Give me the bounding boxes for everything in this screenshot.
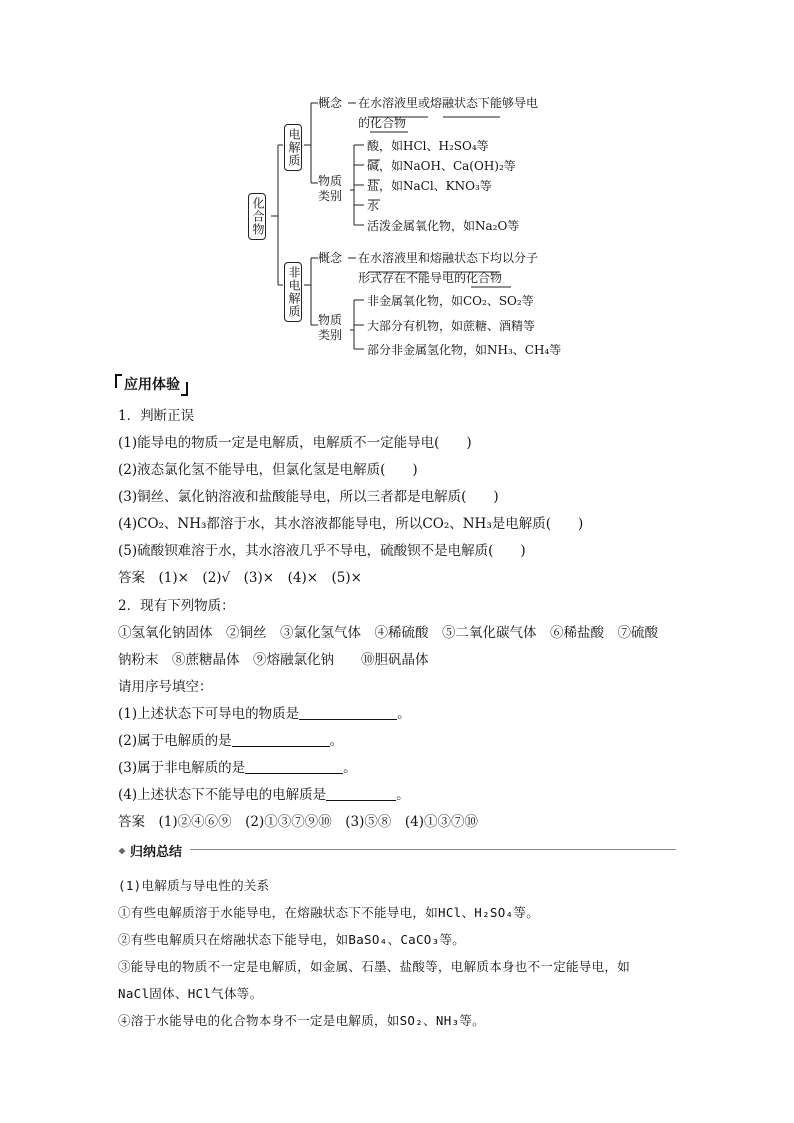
q1-title: 1．判断正误 <box>118 408 195 424</box>
q1-item-3: (3)铜丝、氯化钠溶液和盐酸能导电，所以三者都是电解质( ) <box>118 489 499 505</box>
q1-item-4: (4)CO₂、NH₃都溶于水，其水溶液都能导电，所以CO₂、NH₃是电解质( ) <box>118 516 584 532</box>
q2-answer: 答案 (1)②④⑥⑨ (2)①③⑦⑨⑩ (3)⑤⑧ (4)①③⑦⑩ <box>118 814 478 830</box>
answer-blank[interactable] <box>326 786 396 801</box>
period: 。 <box>343 760 357 776</box>
q1-answer: 答案 (1)× (2)√ (3)× (4)× (5)× <box>118 570 362 586</box>
q2-fill-4-label: (4)上述状态下不能导电的电解质是 <box>118 787 327 803</box>
summary-line-4: ③能导电的物质不一定是电解质，如金属、石墨、盐酸等，电解质本身也不一定能导电，如 <box>118 959 631 974</box>
summary-line-6: ④溶于水能导电的化合物本身不一定是电解质，如SO₂、NH₃等。 <box>118 1013 485 1028</box>
n-category-label1: 物质 <box>318 313 343 327</box>
q1-item-5: (5)硫酸钡难溶于水，其水溶液几乎不导电，硫酸钡不是电解质( ) <box>118 543 526 559</box>
n-concept-label: 概念 <box>318 251 343 265</box>
n-item-organic: 大部分有机物，如蔗糖、酒精等 <box>367 319 536 333</box>
q2-list-line1: ①氢氧化钠固体 ②铜丝 ③氯化氢气体 ④稀硫酸 ⑤二氧化碳气体 ⑥稀盐酸 ⑦硫酸 <box>118 625 658 641</box>
e-item-water: 水 <box>367 199 380 213</box>
period: 。 <box>329 733 344 749</box>
summary-bullet-icon <box>119 848 126 855</box>
summary-title: 归纳总结 <box>130 845 183 860</box>
summary-line-3: ②有些电解质只在熔融状态下能导电，如BaSO₄、CaCO₃等。 <box>118 932 466 947</box>
q2-fill-1-label: (1)上述状态下可导电的物质是 <box>118 706 300 722</box>
q2-title: 2．现有下列物质： <box>118 598 235 614</box>
e-concept-line2: 的化合物 <box>358 116 407 130</box>
summary-line-1: (1)电解质与导电性的关系 <box>118 878 270 893</box>
n-category-label2: 类别 <box>318 328 343 342</box>
e-item-acid: 酸，如HCl、H₂SO₄等 <box>367 139 489 153</box>
answer-blank[interactable] <box>232 732 330 747</box>
nonelectrolyte-box <box>284 262 302 322</box>
compound-root-box <box>248 193 266 240</box>
n-item-hydride: 部分非金属氢化物，如NH₃、CH₄等 <box>367 343 562 357</box>
answer-blank[interactable] <box>299 705 397 720</box>
electrolyte-label: 电解质 <box>287 128 301 167</box>
q2-fill-2 <box>118 729 343 749</box>
q2-instruction: 请用序号填空： <box>118 679 213 695</box>
compound-root-label: 化合物 <box>251 197 265 236</box>
e-concept-line1: 在水溶液里或熔融状态下能够导电 <box>358 96 539 110</box>
n-concept-line2: 形式存在不能导电的化合物 <box>358 271 503 285</box>
nonelectrolyte-label: 非电解质 <box>287 266 301 318</box>
e-item-salt: 盐，如NaCl、KNO₃等 <box>367 179 492 193</box>
q2-fill-3-label: (3)属于非电解质的是 <box>118 760 246 776</box>
title-bracket-right <box>181 382 188 396</box>
q2-fill-4 <box>118 783 410 803</box>
e-category-label2: 类别 <box>318 189 343 203</box>
e-category-label1: 物质 <box>318 174 343 188</box>
q2-list-line2: 钠粉末 ⑧蔗糖晶体 ⑨熔融氯化钠 ⑩胆矾晶体 <box>118 652 429 668</box>
q2-fill-3 <box>118 756 357 776</box>
section-title: 应用体验 <box>124 377 180 393</box>
n-concept-line1: 在水溶液里和熔融状态下均以分子 <box>358 251 539 265</box>
n-item-oxide: 非金属氧化物，如CO₂、SO₂等 <box>367 294 534 308</box>
e-item-oxide: 活泼金属氧化物，如Na₂O等 <box>367 219 520 233</box>
summary-line-2: ①有些电解质溶于水能导电，在熔融状态下不能导电，如HCl、H₂SO₄等。 <box>118 905 540 920</box>
summary-divider <box>190 849 676 850</box>
q1-item-2: (2)液态氯化氢不能导电，但氯化氢是电解质( ) <box>118 462 418 478</box>
answer-blank[interactable] <box>245 759 343 774</box>
period: 。 <box>397 706 411 722</box>
q2-fill-2-label: (2)属于电解质的是 <box>118 733 232 749</box>
title-bracket-left <box>115 374 122 388</box>
concept-diagram <box>0 0 794 370</box>
electrolyte-box <box>284 124 302 171</box>
e-concept-label: 概念 <box>318 96 343 110</box>
summary-line-5: NaCl固体、HCl气体等。 <box>118 986 263 1001</box>
q1-item-1: (1)能导电的物质一定是电解质，电解质不一定能导电( ) <box>118 435 472 451</box>
q2-fill-1 <box>118 702 411 722</box>
e-item-base: 碱，如NaOH、Ca(OH)₂等 <box>367 159 516 173</box>
period: 。 <box>396 787 410 803</box>
